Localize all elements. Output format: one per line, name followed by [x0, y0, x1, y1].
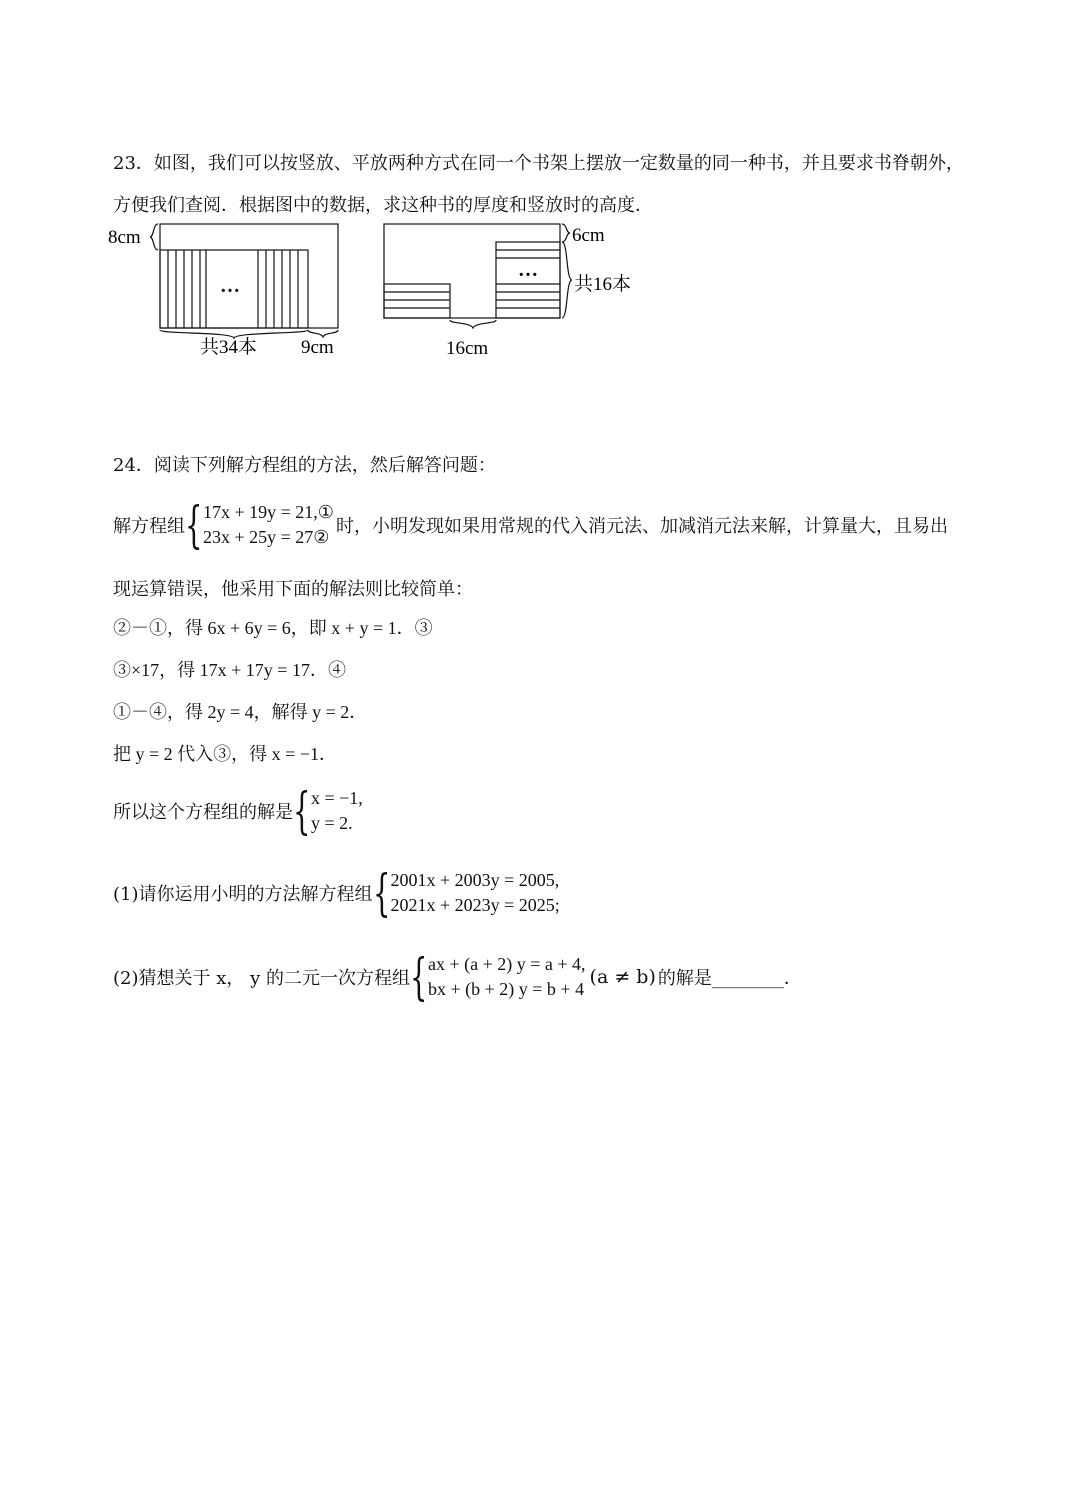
part2-suffix: 的解是________．: [657, 968, 802, 989]
q24-sol-prefix: 所以这个方程组的解是: [113, 802, 293, 823]
sol-eq1: x = −1,: [311, 788, 363, 808]
q24-step1: ②－①，得 6x + 6y = 6，即 x + y = 1．③: [113, 618, 433, 638]
part1-eq2: 2021x + 2023y = 2025;: [390, 895, 560, 915]
part2-condition: (a ≠ b): [589, 966, 656, 988]
q24-part1-line: [113, 864, 560, 922]
brace-9cm: [308, 330, 338, 337]
part1-system: [391, 868, 560, 918]
brace-6cm: [562, 224, 570, 242]
sys1-eq1: 17x + 19y = 21,①: [203, 502, 334, 522]
label-6cm: 6cm: [572, 225, 605, 246]
q24-system-line: [113, 496, 948, 554]
dots-right: …: [518, 259, 538, 281]
q24-continue: 现运算错误，他采用下面的解法则比较简单：: [113, 579, 473, 600]
bookshelf-flat-figure: [380, 220, 660, 365]
brace-16cm: [450, 320, 496, 328]
flat-books-left: [384, 284, 450, 318]
q24-step4: 把 y = 2 代入③，得 x = −1．: [113, 744, 337, 764]
q24-step2: ③×17，得 17x + 17y = 17．④: [113, 660, 346, 680]
part2-eq2: bx + (b + 2) y = b + 4: [427, 979, 585, 999]
label-16cm: 16cm: [446, 338, 489, 359]
sys1-eq2: 23x + 25y = 27②: [203, 527, 330, 547]
sol-eq2: y = 2.: [311, 813, 353, 833]
system-1: [203, 500, 334, 550]
q24-intro: 24．阅读下列解方程组的方法，然后解答问题：: [113, 455, 496, 476]
q24-step3: ①－④，得 2y = 4，解得 y = 2．: [113, 702, 368, 722]
left-brace: {: [293, 782, 311, 840]
dots-left: …: [220, 275, 240, 297]
left-brace: {: [409, 948, 428, 1006]
q24-solve-prefix: 解方程组: [113, 516, 185, 537]
solution-system: [311, 786, 363, 836]
left-brace: {: [185, 496, 203, 554]
part2-system: [428, 952, 586, 1002]
label-16-books: 共16本: [574, 274, 632, 295]
label-34-books: 共34本: [200, 337, 258, 358]
q24-part2-prefix: (2)猜想关于 x， y 的二元一次方程组: [113, 968, 410, 989]
bookshelf-vertical-figure: [108, 220, 358, 365]
label-8cm: 8cm: [108, 227, 141, 248]
q24-part2-line: [113, 948, 802, 1006]
part1-eq1: 2001x + 2003y = 2005,: [390, 870, 560, 890]
q23-text-line1: 23．如图，我们可以按竖放、平放两种方式在同一个书架上摆放一定数量的同一种书，并且要求书脊朝外，: [113, 153, 964, 174]
q24-part1-prefix: (1)请你运用小明的方法解方程组: [113, 884, 373, 905]
label-9cm: 9cm: [301, 337, 334, 358]
q24-solution-line: [113, 782, 363, 840]
shelf-left-outline: [160, 224, 338, 328]
q23-text-line2: 方便我们查阅．根据图中的数据，求这种书的厚度和竖放时的高度．: [113, 195, 653, 216]
brace-8cm: [150, 224, 158, 250]
part2-eq1: ax + (a + 2) y = a + 4,: [427, 954, 586, 974]
brace-16-books: [562, 242, 572, 318]
left-brace: {: [372, 864, 390, 922]
q24-solve-suffix: 时，小明发现如果用常规的代入消元法、加减消元法来解，计算量大，且易出: [335, 516, 948, 537]
